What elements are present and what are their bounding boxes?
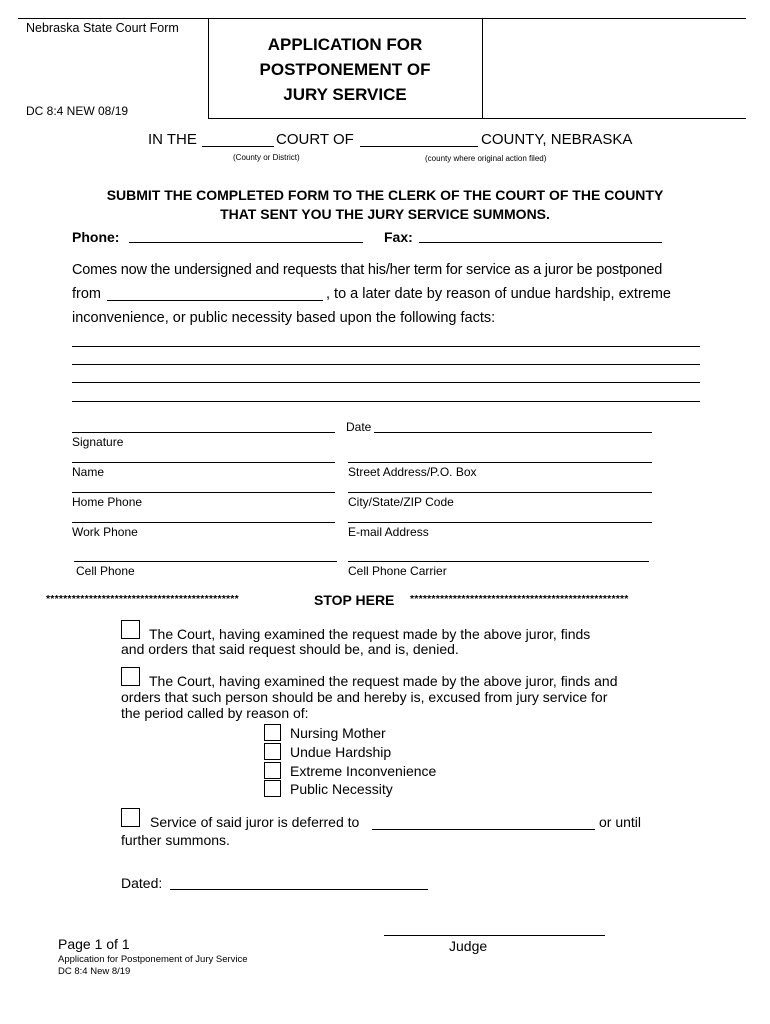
instructions — [0, 186, 770, 224]
request-from-label: from — [72, 286, 101, 302]
title-line-2: POSTPONEMENT OF — [259, 60, 431, 79]
county-hint: (county where original action filed) — [425, 154, 547, 163]
header-divider-right — [482, 18, 483, 118]
county-nebraska-label: COUNTY, NEBRASKA — [481, 131, 633, 148]
county-name-field[interactable] — [360, 146, 478, 147]
form-number: DC 8:4 NEW 08/19 — [26, 104, 129, 118]
request-line-3: inconvenience, or public necessity based upon the following facts: — [72, 310, 496, 326]
court-type-hint: (County or District) — [233, 153, 300, 162]
fax-field[interactable] — [419, 242, 662, 243]
denied-checkbox[interactable] — [121, 620, 140, 639]
work-phone-line[interactable] — [72, 522, 335, 523]
denied-text-line-1: The Court, having examined the request made by the above juror, finds — [149, 626, 591, 642]
reason-nursing-mother: Nursing Mother — [290, 725, 386, 741]
deferred-checkbox[interactable] — [121, 808, 140, 827]
footer-form-code: DC 8:4 New 8/19 — [58, 966, 131, 977]
home-phone-line[interactable] — [72, 492, 335, 493]
term-date-field[interactable] — [107, 300, 323, 301]
carrier-line[interactable] — [348, 561, 649, 562]
or-until-text: or until — [599, 814, 642, 830]
work-phone-label: Work Phone — [72, 525, 138, 539]
date-line[interactable] — [374, 432, 652, 433]
facts-line[interactable] — [72, 346, 700, 347]
signature-line[interactable] — [72, 432, 335, 433]
judge-label: Judge — [449, 938, 488, 954]
date-label: Date — [346, 420, 372, 434]
city-label: City/State/ZIP Code — [348, 495, 454, 509]
cell-phone-label: Cell Phone — [76, 564, 135, 578]
in-the-label: IN THE — [148, 131, 197, 148]
reason-checkbox-hardship[interactable] — [264, 743, 281, 760]
reason-checkbox-nursing[interactable] — [264, 724, 281, 741]
email-line[interactable] — [348, 522, 652, 523]
court-of-label: COURT OF — [276, 131, 354, 148]
name-line[interactable] — [72, 462, 335, 463]
reason-undue-hardship: Undue Hardship — [290, 744, 392, 760]
cell-phone-line[interactable] — [74, 561, 337, 562]
street-label: Street Address/P.O. Box — [348, 465, 477, 479]
facts-line[interactable] — [72, 382, 700, 383]
reason-extreme-inconvenience: Extreme Inconvenience — [290, 763, 437, 779]
street-line[interactable] — [348, 462, 652, 463]
dated-label: Dated: — [121, 875, 163, 891]
footer-form-name: Application for Postponement of Jury Service — [58, 954, 248, 965]
reason-checkbox-inconvenience[interactable] — [264, 762, 281, 779]
deferred-date-field[interactable] — [372, 829, 595, 830]
denied-text-line-2: and orders that said request should be, and is, denied. — [121, 641, 459, 657]
email-label: E-mail Address — [348, 525, 429, 539]
stop-stars-right: *************************************************** — [410, 593, 629, 605]
city-line[interactable] — [348, 492, 652, 493]
excused-text-line-3: the period called by reason of: — [121, 705, 309, 721]
court-type-field[interactable] — [202, 146, 274, 147]
signature-label: Signature — [72, 435, 124, 449]
home-phone-label: Home Phone — [72, 495, 143, 509]
dated-field[interactable] — [170, 889, 428, 890]
excused-checkbox[interactable] — [121, 667, 140, 686]
header-bottom-rule — [208, 118, 746, 119]
further-summons-text: further summons. — [121, 832, 230, 848]
request-line-2: , to a later date by reason of undue hardship, extreme — [326, 286, 671, 302]
stop-here-label: STOP HERE — [314, 592, 395, 608]
instructions-line-1: SUBMIT THE COMPLETED FORM TO THE CLERK OF THE COURT OF THE COUNTY — [106, 187, 664, 203]
stop-stars-left: ********************************************* — [46, 593, 239, 605]
court-form-label: Nebraska State Court Form — [26, 21, 179, 35]
name-label: Name — [72, 465, 105, 479]
reason-checkbox-necessity[interactable] — [264, 780, 281, 797]
page-title — [208, 32, 482, 107]
reason-public-necessity: Public Necessity — [290, 781, 393, 797]
page-number: Page 1 of 1 — [58, 936, 130, 952]
deferred-text: Service of said juror is deferred to — [150, 814, 360, 830]
phone-field[interactable] — [129, 242, 363, 243]
instructions-line-2: THAT SENT YOU THE JURY SERVICE SUMMONS. — [220, 206, 550, 222]
phone-label: Phone: — [72, 229, 120, 245]
judge-signature-line[interactable] — [384, 935, 605, 936]
carrier-label: Cell Phone Carrier — [348, 564, 447, 578]
request-line-1: Comes now the undersigned and requests that his/her term for service as a juror be postponed — [72, 262, 663, 278]
header-top-rule — [18, 18, 746, 19]
facts-line[interactable] — [72, 401, 700, 402]
title-line-1: APPLICATION FOR — [267, 35, 423, 54]
title-line-3: JURY SERVICE — [283, 85, 407, 104]
excused-text-line-2: orders that such person should be and hereby is, excused from jury service for — [121, 689, 608, 705]
fax-label: Fax: — [384, 229, 413, 245]
facts-line[interactable] — [72, 364, 700, 365]
excused-text-line-1: The Court, having examined the request made by the above juror, finds and — [149, 673, 618, 689]
